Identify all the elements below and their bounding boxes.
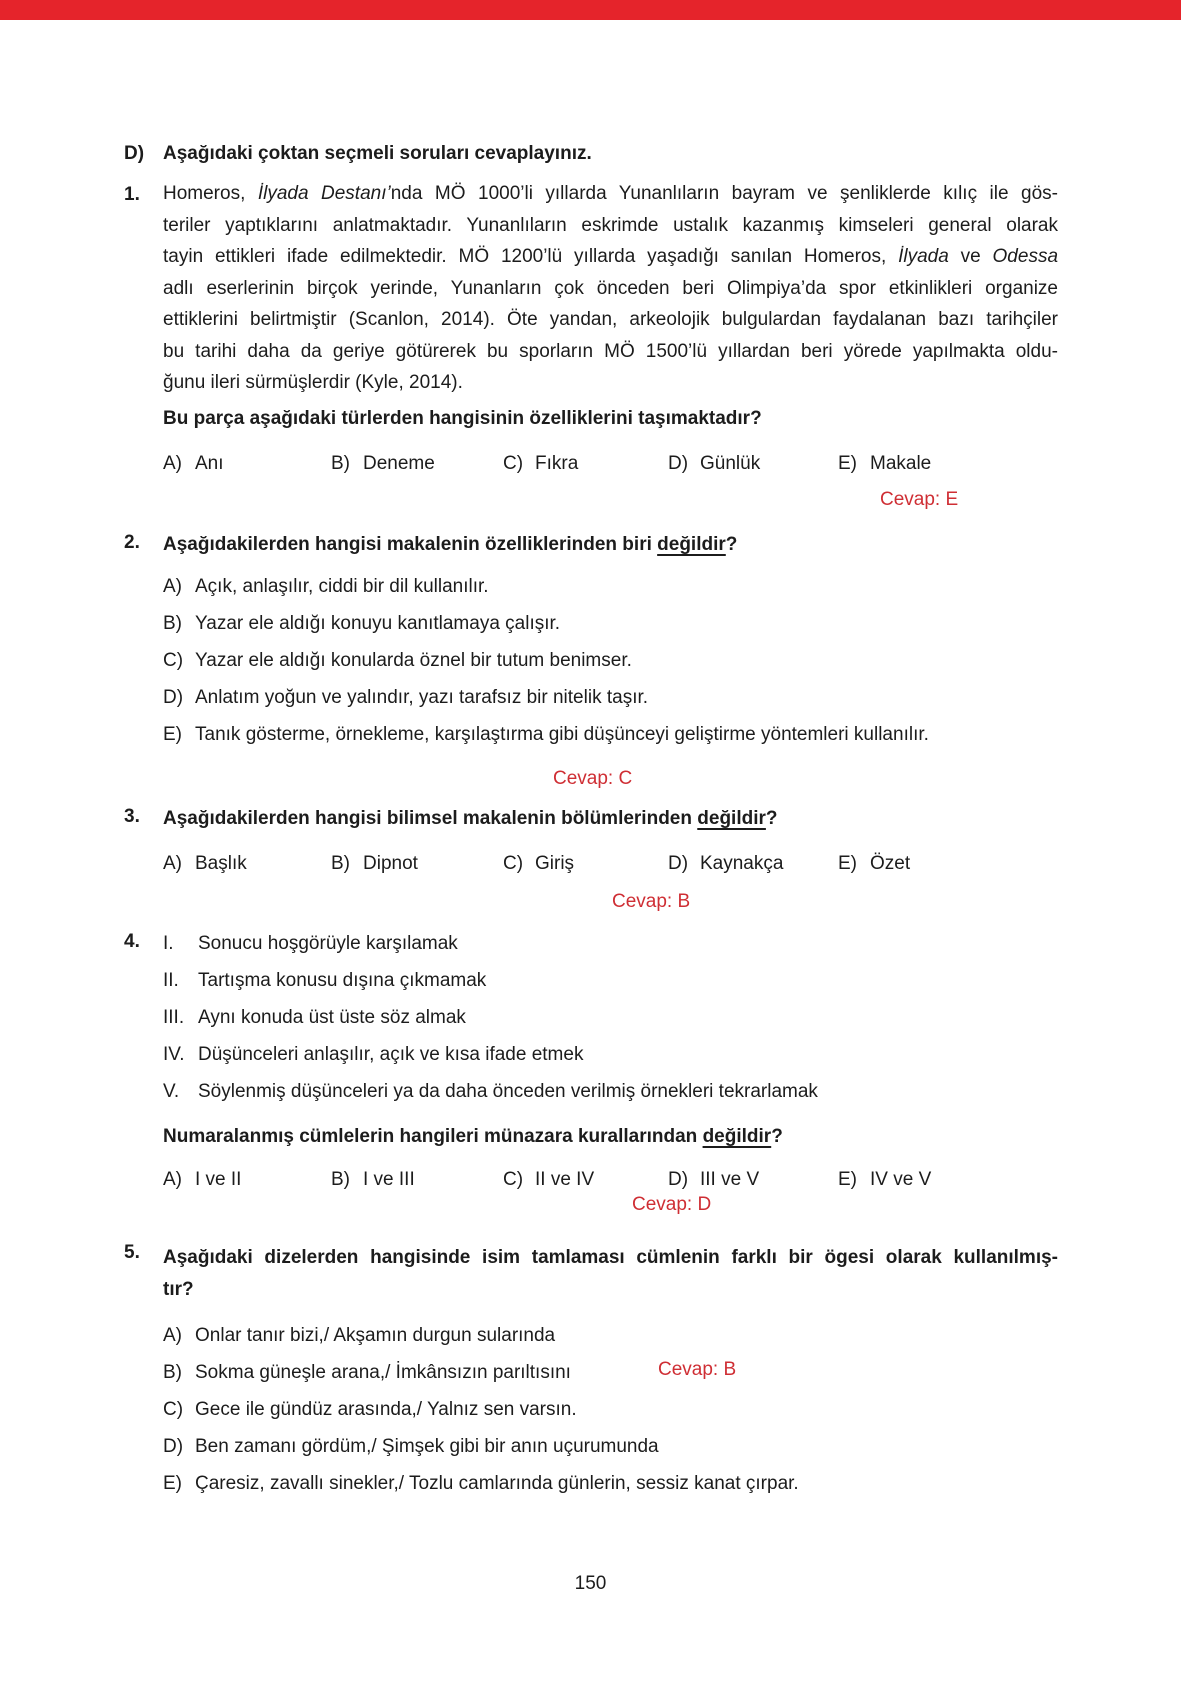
option-b (163, 611, 1058, 636)
option-b (331, 1167, 503, 1192)
option-letter: A) (163, 1169, 182, 1190)
option-label: Ben zamanı gördüm,/ Şimşek gibi bir anın uçurumunda (195, 1436, 659, 1457)
option-letter: B) (163, 613, 182, 634)
question-1-number: 1. (124, 184, 140, 205)
option-label: Günlük (700, 453, 761, 474)
option-label: Gece ile gündüz arasında,/ Yalnız sen varsın. (195, 1399, 577, 1420)
option-letter: A) (163, 453, 182, 474)
option-label: Dipnot (363, 853, 418, 874)
option-letter: A) (163, 853, 182, 874)
option-label: Çaresiz, zavallı sinekler,/ Tozlu camlarında günlerin, sessiz kanat çırpar. (195, 1473, 799, 1494)
option-label: III ve V (700, 1169, 760, 1190)
option-label: Fıkra (535, 453, 579, 474)
option-label: II ve IV (535, 1169, 595, 1190)
option-label: Yazar ele aldığı konularda öznel bir tutum benimser. (195, 650, 632, 671)
option-label: Sokma güneşle arana,/ İmkânsızın parıltısını (195, 1362, 571, 1383)
passage-line: adlı eserlerinin birçok yerinde, Yunanların çok önceden beri Olimpiya’da spor etkinlikleri organize (163, 277, 1058, 299)
question-3-number: 3. (124, 806, 140, 827)
option-letter: B) (163, 1362, 182, 1383)
option-d (163, 685, 1058, 710)
option-c (503, 1167, 668, 1192)
option-label: Deneme (363, 453, 435, 474)
option-letter: C) (503, 453, 524, 474)
passage-line: ğunu ileri sürmüşlerdir (Kyle, 2014). (163, 372, 463, 393)
option-letter: C) (163, 650, 184, 671)
heading-text: Aşağıdakilerden hangisi makalenin özelliklerinden biri (163, 534, 658, 555)
option-e (838, 1167, 1058, 1192)
passage-line: ettiklerini belirtmiştir (Scanlon, 2014). Öte yandan, arkeolojik bulgulardan faydalanan bazı tarihçiler (163, 309, 1058, 330)
heading-text: ? (765, 808, 778, 829)
option-letter: B) (331, 1169, 350, 1190)
question-1-passage (163, 178, 1058, 399)
heading-text: Aşağıdakilerden hangisi bilimsel makalenin bölümlerinden (163, 808, 698, 829)
question-3-heading (163, 806, 1058, 831)
roman-numeral: IV. (163, 1044, 185, 1065)
option-c (163, 1397, 1058, 1422)
heading-text: Numaralanmış cümlelerin hangileri münazara kurallarından (163, 1126, 703, 1147)
option-letter: C) (503, 853, 524, 874)
answer-key-q3: Cevap: B (612, 891, 691, 912)
option-c (503, 451, 668, 476)
option-letter: A) (163, 576, 182, 597)
option-a (163, 1323, 1058, 1348)
roman-numeral: II. (163, 970, 179, 991)
heading-underlined-word: değildir (697, 808, 766, 829)
question-2-number: 2. (124, 532, 140, 553)
option-letter: B) (331, 453, 350, 474)
section-title: Aşağıdaki çoktan seçmeli soruları cevaplayınız. (163, 143, 592, 164)
option-a (163, 851, 331, 876)
option-e (838, 851, 1058, 876)
option-label: Giriş (535, 853, 575, 874)
question-1-prompt: Bu parça aşağıdaki türlerden hangisinin özelliklerini taşımaktadır? (163, 408, 762, 429)
passage-line: teriler yaptıklarını anlatmaktadır. Yunanlıların eskrimde ustalık kazanmış kimseleri general olarak (163, 214, 1058, 236)
passage-text: tayin ettikleri ifade edilmektedir. MÖ 1200’lü yıllarda yaşadığı sanılan Homeros, (163, 246, 899, 267)
option-a (163, 1167, 331, 1192)
passage-italic-title: İlyada Destanı’ (257, 183, 391, 204)
numbered-item-5 (163, 1079, 1058, 1104)
item-text: Söylenmiş düşünceleri ya da daha önceden verilmiş örnekleri tekrarlamak (198, 1081, 818, 1102)
option-a (163, 574, 1058, 599)
roman-numeral: I. (163, 933, 174, 954)
option-letter: C) (503, 1169, 524, 1190)
option-c (163, 648, 1058, 673)
option-label: Başlık (195, 853, 247, 874)
question-2-heading (163, 532, 1058, 557)
option-label: Kaynakça (700, 853, 784, 874)
option-letter: D) (668, 853, 689, 874)
passage-line (163, 178, 1058, 210)
option-label: Onlar tanır bizi,/ Akşamın durgun sularında (195, 1325, 556, 1346)
heading-text: ? (725, 534, 738, 555)
numbered-item-3 (163, 1005, 1058, 1030)
top-red-bar (0, 0, 1181, 20)
numbered-item-2 (163, 968, 1058, 993)
option-letter: D) (163, 687, 184, 708)
passage-line (163, 241, 1058, 273)
heading-line: Aşağıdaki dizelerden hangisinde isim tamlaması cümlenin farklı bir ögesi olarak kullanılmış- (163, 1247, 1058, 1268)
option-letter: D) (163, 1436, 184, 1457)
heading-line: tır? (163, 1279, 194, 1300)
option-letter: D) (668, 1169, 689, 1190)
question-3-options (163, 851, 1058, 876)
question-1-options (163, 451, 1058, 476)
question-4-number: 4. (124, 931, 140, 952)
answer-key-q1: Cevap: E (880, 489, 959, 510)
option-letter: D) (668, 453, 689, 474)
numbered-item-4 (163, 1042, 1058, 1067)
section-label: D) (124, 143, 145, 164)
item-text: Sonucu hoşgörüyle karşılamak (198, 933, 458, 954)
option-label: IV ve V (870, 1169, 932, 1190)
option-label: Tanık gösterme, örnekleme, karşılaştırma gibi düşünceyi geliştirme yöntemleri kullanılır. (195, 724, 929, 745)
heading-underlined-word: değildir (702, 1126, 772, 1147)
option-letter: E) (163, 1473, 182, 1494)
option-d (668, 851, 838, 876)
roman-numeral: V. (163, 1081, 180, 1102)
heading-text: ? (771, 1126, 783, 1147)
question-5-heading (163, 1242, 1058, 1306)
option-e (163, 722, 1058, 747)
answer-key-q5: Cevap: B (658, 1359, 737, 1380)
question-5-number: 5. (124, 1242, 140, 1263)
page-number: 150 (574, 1573, 607, 1594)
option-letter: E) (838, 1169, 857, 1190)
option-b (331, 851, 503, 876)
passage-text: nda MÖ 1000’li yıllarda Yunanlıların bayram ve şenliklerde kılıç ile gös- (390, 183, 1059, 204)
option-letter: C) (163, 1399, 184, 1420)
numbered-item-1 (163, 931, 1058, 956)
passage-text: Homeros, (163, 183, 258, 204)
answer-key-q4: Cevap: D (632, 1194, 712, 1215)
option-label: I ve II (195, 1169, 242, 1190)
option-b (331, 451, 503, 476)
option-label: I ve III (363, 1169, 415, 1190)
option-a (163, 451, 331, 476)
option-d (668, 1167, 838, 1192)
question-4-prompt (163, 1124, 1058, 1149)
option-b (163, 1360, 643, 1385)
passage-text: ve (948, 246, 993, 267)
option-label: Makale (870, 453, 932, 474)
passage-italic-title: Odessa (992, 246, 1059, 267)
option-letter: E) (163, 724, 182, 745)
heading-underlined-word: değildir (657, 534, 726, 555)
passage-italic-title: İlyada (898, 246, 949, 267)
option-label: Anlatım yoğun ve yalındır, yazı tarafsız bir nitelik taşır. (195, 687, 649, 708)
option-e (838, 451, 1058, 476)
option-d (668, 451, 838, 476)
option-letter: E) (838, 853, 857, 874)
option-d (163, 1434, 1058, 1459)
roman-numeral: III. (163, 1007, 185, 1028)
passage-line: bu tarihi daha da geriye götürerek bu sporların MÖ 1500’lü yıllardan beri yörede yapılmakta oldu- (163, 340, 1058, 362)
item-text: Aynı konuda üst üste söz almak (198, 1007, 466, 1028)
item-text: Tartışma konusu dışına çıkmamak (198, 970, 487, 991)
option-c (503, 851, 668, 876)
answer-key-q2: Cevap: C (553, 768, 633, 789)
option-label: Açık, anlaşılır, ciddi bir dil kullanılır. (195, 576, 489, 597)
option-letter: B) (331, 853, 350, 874)
option-label: Özet (870, 853, 911, 874)
option-label: Anı (195, 453, 224, 474)
option-label: Yazar ele aldığı konuyu kanıtlamaya çalışır. (195, 613, 561, 634)
option-letter: A) (163, 1325, 182, 1346)
option-e (163, 1471, 1058, 1496)
option-letter: E) (838, 453, 857, 474)
question-4-options (163, 1167, 1058, 1192)
item-text: Düşünceleri anlaşılır, açık ve kısa ifade etmek (198, 1044, 584, 1065)
